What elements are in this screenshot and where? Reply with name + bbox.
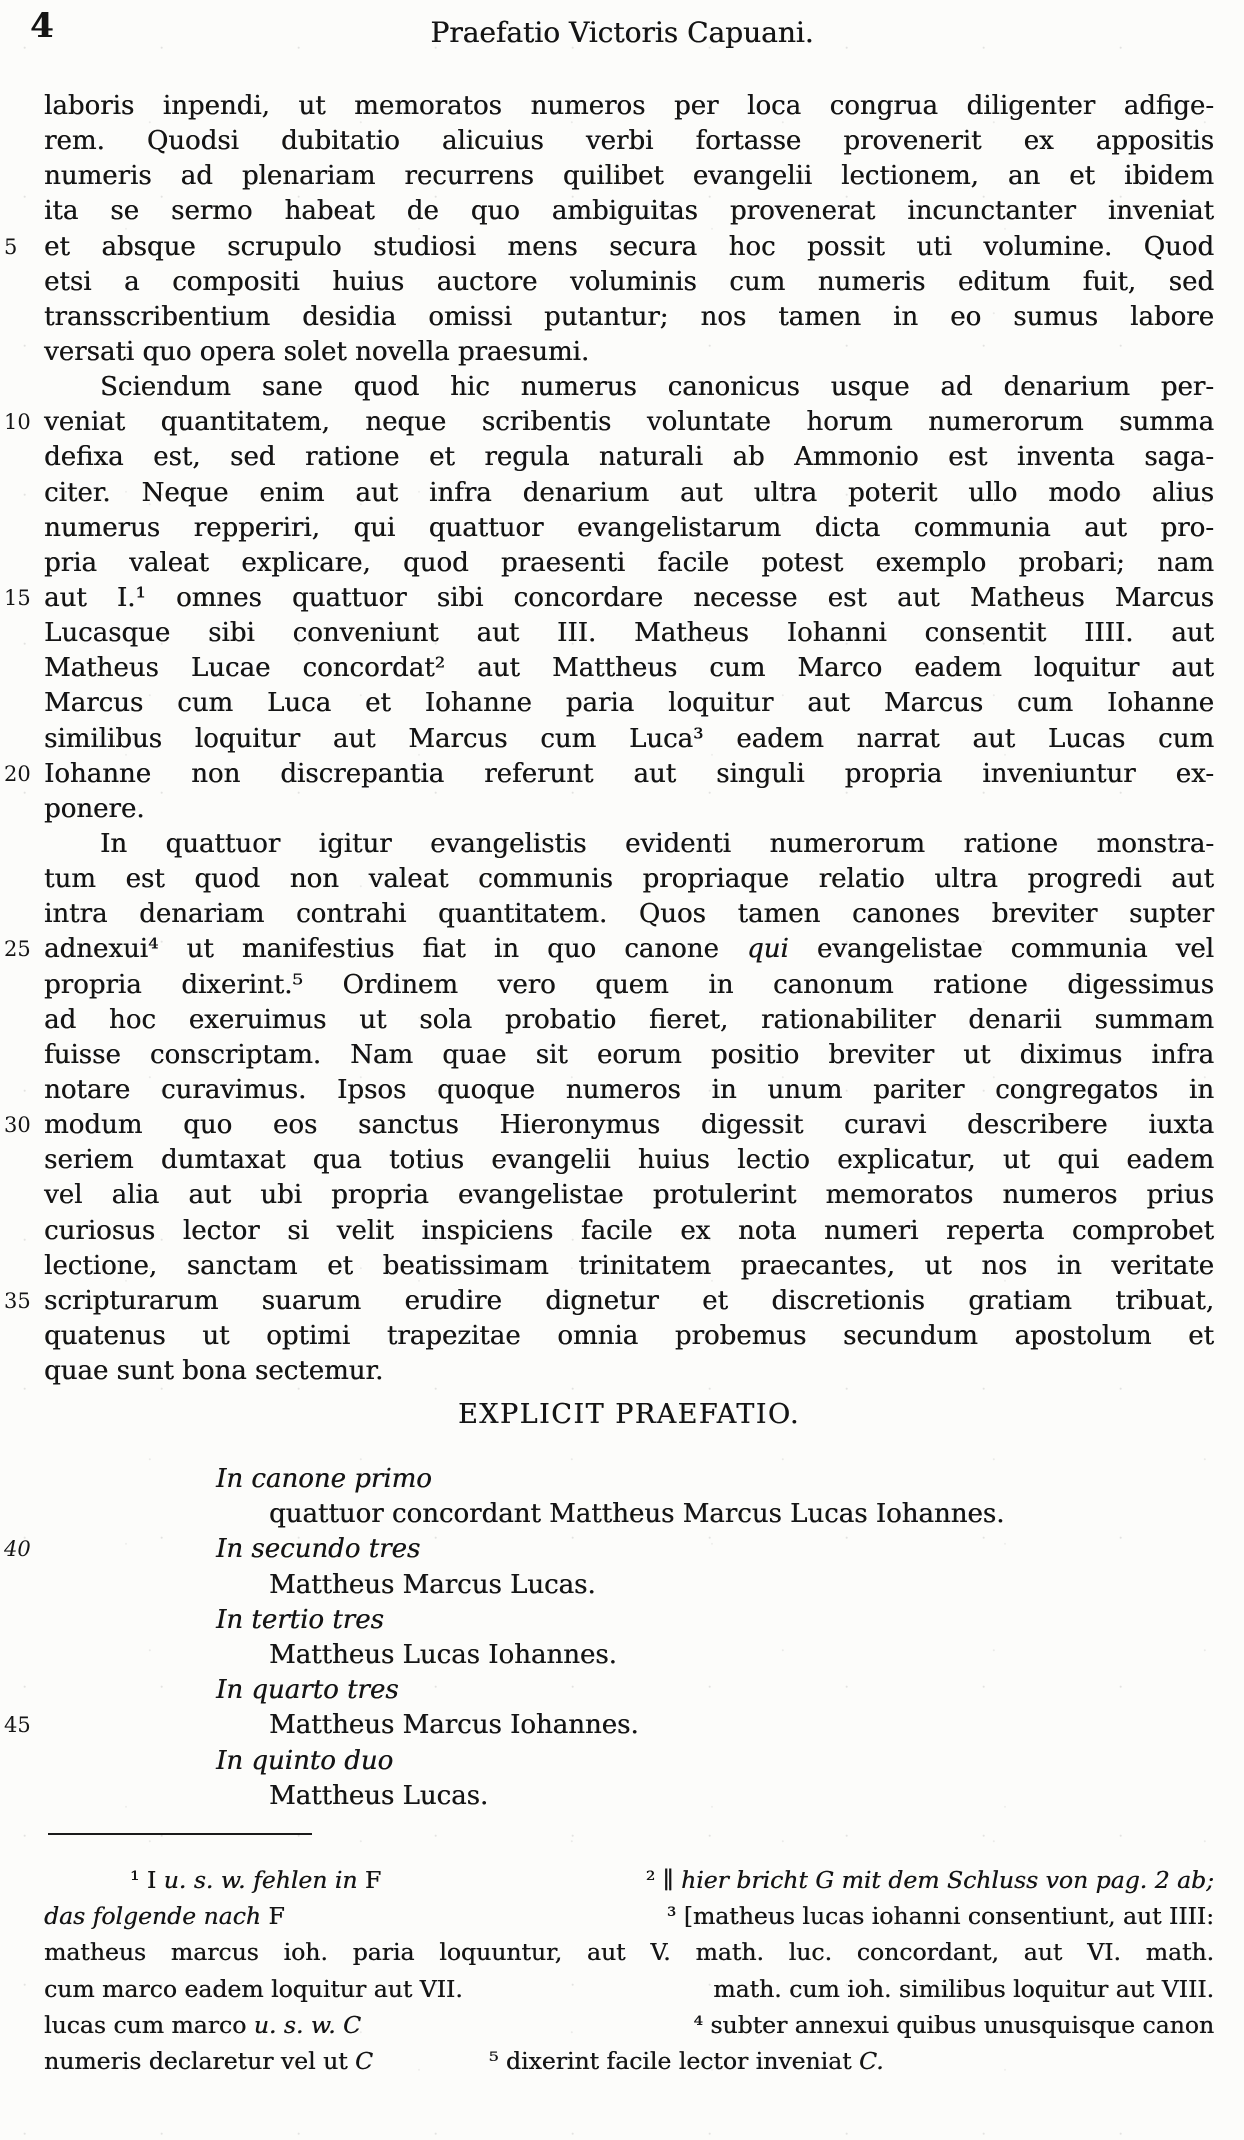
body-text-line — [44, 651, 1214, 686]
line-text: citer. Neque enim aut infra denarium aut ultra poterit ullo modo alius — [44, 477, 1214, 508]
running-title: Praefatio Victoris Capuani. — [430, 16, 814, 49]
canon-heading-line — [44, 1744, 1214, 1779]
body-text-line — [44, 616, 1214, 651]
body-text-line — [44, 124, 1214, 159]
body-text-line — [44, 511, 1214, 546]
apparatus-line — [44, 1898, 1214, 1934]
canon-entry-line — [44, 1779, 1214, 1814]
line-text: similibus loquitur aut Marcus cum Luca³ eadem narrat aut Lucas cum — [44, 723, 1214, 754]
preface-body-text — [4, 89, 1214, 1389]
line-text: et absque scrupulo studiosi mens secura hoc possit uti volumine. Quod — [44, 231, 1214, 262]
line-text: Mattheus Lucas Iohannes. — [269, 1639, 617, 1670]
line-text: versati quo opera solet novella praesumi. — [44, 336, 590, 367]
margin-line-number: 35 — [4, 1288, 31, 1313]
line-text: transscribentium desidia omissi putantur; nos tamen in eo sumus labore — [44, 301, 1214, 332]
page-number: 4 — [30, 6, 54, 46]
apparatus-segment: numeris declaretur vel ut C — [44, 2046, 374, 2075]
explicit-heading: EXPLICIT PRAEFATIO. — [457, 1399, 801, 1430]
line-text: In quattuor igitur evangelistis evidenti numerorum ratione monstra- — [100, 828, 1214, 859]
line-text: quattuor concordant Mattheus Marcus Lucas Iohannes. — [269, 1499, 1005, 1530]
body-text-line — [44, 1319, 1214, 1354]
apparatus-segment: ⁵ dixerint facile lector inveniat C. — [489, 2046, 884, 2075]
line-text: In secundo tres — [216, 1534, 421, 1565]
line-text: Matheus Lucae concordat² aut Mattheus cum Marco eadem loquitur aut — [44, 653, 1214, 684]
line-text: numerus repperiri, qui quattuor evangelistarum dicta communia aut pro- — [44, 512, 1214, 543]
apparatus-line — [44, 1971, 1214, 2007]
body-text-line — [44, 476, 1214, 511]
line-text: Mattheus Marcus Lucas. — [269, 1569, 596, 1600]
line-text: notare curavimus. Ipsos quoque numeros in unum pariter congregatos in — [44, 1074, 1214, 1105]
line-text: defixa est, sed ratione et regula naturali ab Ammonio est inventa saga- — [44, 442, 1214, 473]
body-text-line — [44, 300, 1214, 335]
body-text-line — [44, 827, 1214, 862]
canon-entry-line — [4, 1708, 1214, 1743]
canon-heading-line — [44, 1673, 1214, 1708]
canon-entry-line — [44, 1568, 1214, 1603]
margin-line-number: 20 — [4, 761, 31, 786]
line-text: etsi a compositi huius auctore voluminis cum numeris editum fuit, sed — [44, 266, 1214, 297]
line-text: seriem dumtaxat qua totius evangelii huius lectio explicatur, ut qui eadem — [44, 1145, 1214, 1176]
line-text: propria dixerint.⁵ Ordinem vero quem in canonum ratione digessimus — [44, 969, 1214, 1000]
line-text: aut I.¹ omnes quattuor sibi concordare necesse est aut Matheus Marcus — [44, 582, 1214, 613]
margin-line-number: 30 — [4, 1113, 31, 1138]
apparatus-segment: lucas cum marco u. s. w. C — [44, 2010, 362, 2039]
canon-entry-line — [44, 1497, 1214, 1532]
line-text: ita se sermo habeat de quo ambiguitas provenerat incunctanter inveniat — [44, 196, 1214, 227]
margin-line-number: 45 — [4, 1713, 31, 1738]
line-text: In quarto tres — [216, 1675, 399, 1706]
line-text: veniat quantitatem, neque scribentis voluntate horum numerorum summa — [44, 407, 1214, 438]
apparatus-segment: matheus marcus ioh. paria loquuntur, aut V. math. luc. concordant, aut VI. math. — [44, 1938, 1214, 1967]
margin-line-number: 5 — [4, 234, 18, 259]
apparatus-segment: ³ [matheus lucas iohanni consentiunt, aut IIII: — [666, 1902, 1214, 1931]
apparatus-line — [44, 2043, 1214, 2079]
line-text: intra denariam contrahi quantitatem. Quos tamen canones breviter supter — [44, 899, 1214, 930]
line-text: Sciendum sane quod hic numerus canonicus usque ad denarium per- — [100, 372, 1214, 403]
line-text: Mattheus Lucas. — [269, 1780, 489, 1811]
line-text: In canone primo — [216, 1464, 432, 1494]
apparatus-line — [44, 1934, 1214, 1970]
apparatus-segment: ⁴ subter annexui quibus unusquisque canon — [693, 2010, 1214, 2039]
line-text: modum quo eos sanctus Hieronymus digessit curavi describere iuxta — [44, 1110, 1214, 1141]
body-text-line — [44, 194, 1214, 229]
body-text-line — [44, 546, 1214, 581]
body-text-line — [44, 686, 1214, 721]
line-text: scripturarum suarum erudire dignetur et discretionis gratiam tribuat, — [44, 1285, 1214, 1316]
line-text: quatenus ut optimi trapezitae omnia probemus secundum apostolum et — [44, 1320, 1214, 1351]
body-text-line — [44, 89, 1214, 124]
line-text: rem. Quodsi dubitatio alicuius verbi fortasse provenerit ex appositis — [44, 126, 1214, 157]
body-text-line — [44, 1249, 1214, 1284]
line-text: pria valeat explicare, quod praesenti facile potest exemplo probari; nam — [44, 547, 1214, 578]
margin-line-number: 40 — [4, 1537, 31, 1562]
body-text-line — [4, 581, 1214, 616]
apparatus-segment: ¹ I u. s. w. fehlen in F — [130, 1866, 382, 1894]
line-text: Lucasque sibi conveniunt aut III. Matheus Iohanni consentit IIII. aut — [44, 618, 1214, 649]
line-text: In quinto duo — [216, 1745, 394, 1776]
margin-line-number: 15 — [4, 585, 31, 610]
body-text-line — [44, 265, 1214, 300]
body-text-line — [44, 370, 1214, 405]
body-text-line — [44, 1038, 1214, 1073]
body-text-line — [44, 792, 1214, 827]
line-text: Iohanne non discrepantia referunt aut singuli propria inveniuntur ex- — [44, 758, 1214, 789]
line-text: tum est quod non valeat communis propriaque relatio ultra progredi aut — [44, 864, 1214, 895]
body-text-line — [44, 897, 1214, 932]
canon-list — [4, 1462, 1214, 1814]
apparatus-line — [44, 2007, 1214, 2043]
apparatus-segment: ² ∥ hier bricht G mit dem Schluss von pag. 2 ab; — [645, 1866, 1214, 1894]
apparatus-segment: das folgende nach F — [44, 1902, 285, 1931]
body-text-line — [44, 1073, 1214, 1108]
line-text: In tertio tres — [216, 1604, 384, 1635]
body-text-line — [44, 1003, 1214, 1038]
line-text: Mattheus Marcus Iohannes. — [269, 1710, 639, 1741]
body-text-line — [4, 932, 1214, 967]
body-text-line — [4, 757, 1214, 792]
apparatus-segment: math. cum ioh. similibus loquitur aut VIII. — [713, 1974, 1214, 2003]
canon-heading-line — [44, 1603, 1214, 1638]
body-text-line — [44, 335, 1214, 370]
line-text: laboris inpendi, ut memoratos numeros per loca congrua diligenter adfige- — [44, 91, 1214, 121]
line-text: vel alia aut ubi propria evangelistae protulerint memoratos numeros prius — [44, 1180, 1214, 1211]
critical-apparatus — [44, 1862, 1214, 2079]
line-text: quae sunt bona sectemur. — [44, 1356, 384, 1387]
apparatus-segment: cum marco eadem loquitur aut VII. — [44, 1974, 463, 2003]
line-text: curiosus lector si velit inspiciens facile ex nota numeri reperta comprobet — [44, 1215, 1214, 1246]
body-text-line — [44, 722, 1214, 757]
body-text-line — [44, 1143, 1214, 1178]
canon-entry-line — [44, 1638, 1214, 1673]
body-text-line — [44, 862, 1214, 897]
canon-heading-line — [4, 1532, 1214, 1567]
body-text-line — [4, 405, 1214, 440]
body-text-line — [44, 1214, 1214, 1249]
line-text: lectione, sanctam et beatissimam trinitatem praecantes, ut nos in veritate — [44, 1250, 1214, 1281]
apparatus-line — [44, 1862, 1214, 1898]
canon-heading-line — [44, 1462, 1214, 1497]
line-text: fuisse conscriptam. Nam quae sit eorum positio breviter ut diximus infra — [44, 1039, 1214, 1070]
body-text-line — [44, 1178, 1214, 1213]
line-text: Marcus cum Luca et Iohanne paria loquitur aut Marcus cum Iohanne — [44, 688, 1214, 719]
margin-line-number: 25 — [4, 937, 31, 962]
body-text-line — [44, 1354, 1214, 1389]
body-text-line — [44, 440, 1214, 475]
line-text: ponere. — [44, 793, 145, 824]
line-text: ad hoc exeruimus ut sola probatio fieret, rationabiliter denarii summam — [44, 1004, 1214, 1035]
body-text-line — [4, 230, 1214, 265]
body-text-line — [44, 159, 1214, 194]
line-text: adnexui⁴ ut manifestius fiat in quo canone qui evangelistae communia vel — [44, 934, 1214, 965]
body-text-line — [4, 1284, 1214, 1319]
footnote-separator-rule — [48, 1833, 312, 1835]
body-text-line — [4, 1108, 1214, 1143]
line-text: numeris ad plenariam recurrens quilibet evangelii lectionem, an et ibidem — [44, 161, 1214, 192]
body-text-line — [44, 968, 1214, 1003]
margin-line-number: 10 — [4, 410, 31, 435]
